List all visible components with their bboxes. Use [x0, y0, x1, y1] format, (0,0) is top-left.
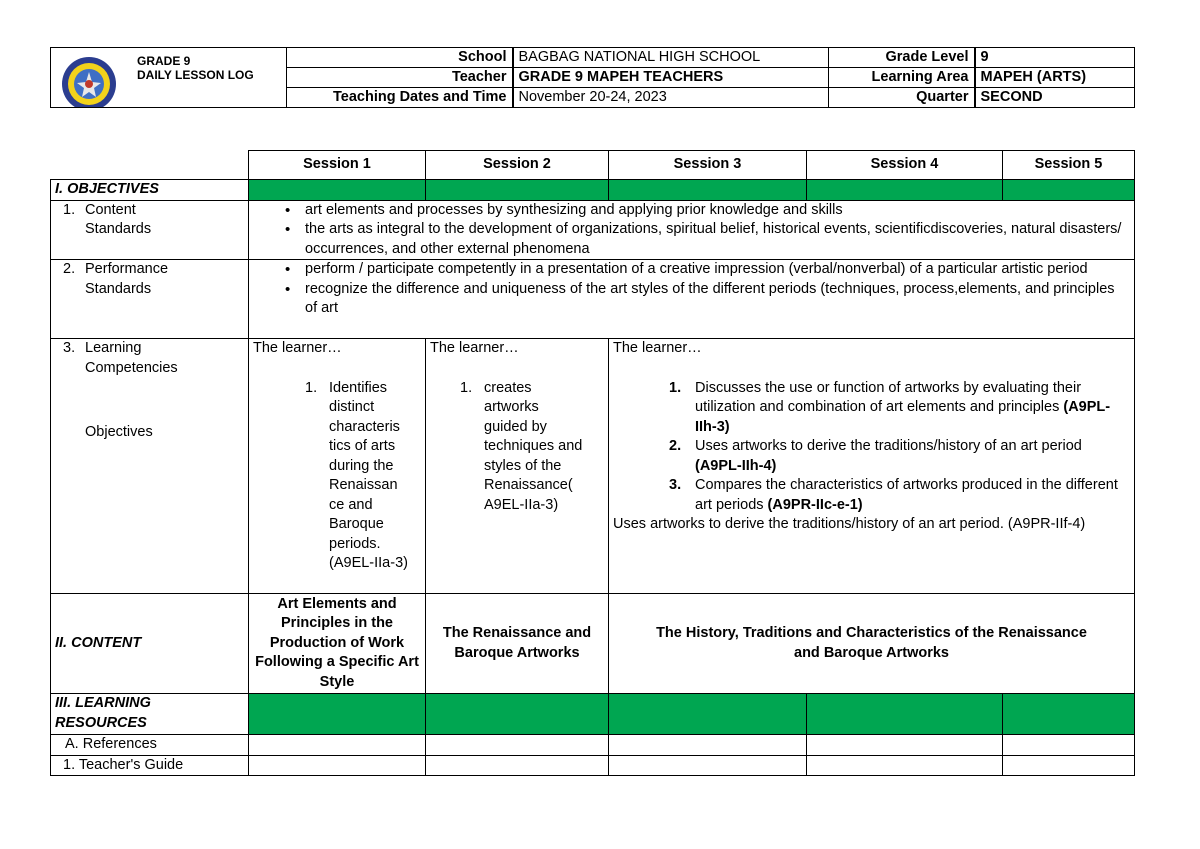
- lesson-log-table: [50, 150, 1135, 776]
- school-label: School: [287, 48, 513, 68]
- objective-num: 3.: [669, 477, 682, 493]
- session-2-objectives: [426, 339, 609, 594]
- session-3-header: Session 3: [609, 151, 807, 180]
- learner-intro: The learner…: [253, 340, 342, 356]
- objective-text: Discusses the use or function of artworks by evaluating their utilization and combination of art elements and principles: [695, 379, 1082, 415]
- grade-level-value: 9: [975, 48, 1135, 68]
- school-value: BAGBAG NATIONAL HIGH SCHOOL: [513, 48, 829, 68]
- green-bar-cell: [1003, 180, 1135, 201]
- empty-cell: [807, 755, 1003, 776]
- performance-standards-num: 2.: [63, 261, 76, 277]
- deped-seal-icon: [61, 56, 117, 108]
- empty-cell: [249, 755, 426, 776]
- grade-title: GRADE 9: [137, 54, 191, 68]
- empty-cell: [1003, 755, 1135, 776]
- empty-cell: [609, 735, 807, 756]
- content-standards-label-2: Standards: [85, 221, 152, 237]
- learning-area-label: Learning Area: [829, 68, 975, 88]
- empty-cell: [426, 755, 609, 776]
- learning-competencies-label-1: Learning: [85, 340, 142, 356]
- objective-text: creates artworks guided by techniques and styles of the Renaissance( A9EL-IIa-3): [484, 379, 583, 513]
- performance-standards-label-2: Standards: [85, 280, 152, 297]
- objective-num: 1.: [669, 379, 682, 396]
- learning-competencies-num: 3.: [63, 340, 76, 356]
- session-1-header: Session 1: [249, 151, 426, 180]
- objective-text: Uses artworks to derive the traditions/history of an art period: [695, 438, 1082, 454]
- green-bar-cell: [249, 694, 426, 735]
- content-standard-bullet: • the arts as integral to the development of organizations, spiritual belief, historical events, scientificdiscoveries, natural disasters/ occurrences, and other external phenomena: [305, 220, 1130, 259]
- green-bar-cell: [609, 694, 807, 735]
- objectives-title: I. OBJECTIVES: [51, 180, 249, 201]
- empty-cell: [807, 735, 1003, 756]
- quarter-label: Quarter: [829, 88, 975, 108]
- learner-intro: The learner…: [430, 340, 519, 356]
- session-2-content: The Renaissance and Baroque Artworks: [426, 594, 609, 694]
- school-logo-cell: [51, 48, 287, 108]
- learner-intro: The learner…: [613, 340, 702, 356]
- teacher-value: GRADE 9 MAPEH TEACHERS: [513, 68, 829, 88]
- session-3-5-objectives: [609, 339, 1135, 594]
- green-bar-cell: [1003, 694, 1135, 735]
- green-bar-cell: [609, 180, 807, 201]
- performance-standard-bullet: • recognize the difference and uniqueness of the art styles of the different periods (techniques, process,elements, and principles of art: [305, 280, 1130, 319]
- objective-text: Identifies distinct characteris tics of arts during the Renaissan ce and Baroque periods. (A9EL-IIa-3): [329, 379, 408, 571]
- session-3-5-content: The History, Traditions and Characteristics of the Renaissance and Baroque Artworks: [609, 594, 1135, 694]
- objectives-label: Objectives: [85, 424, 153, 440]
- performance-standards-label-1: Performance: [85, 261, 169, 277]
- performance-standards-label: [51, 260, 249, 339]
- dates-value: November 20-24, 2023: [513, 88, 829, 108]
- session-2-header: Session 2: [426, 151, 609, 180]
- green-bar-cell: [807, 180, 1003, 201]
- performance-standards-text: [249, 260, 1135, 339]
- performance-standard-bullet: • perform / participate competently in a presentation of a creative impression (verbal/nonverbal) of a particular artistic period: [305, 260, 1130, 280]
- teachers-guide-label: 1. Teacher's Guide: [51, 755, 249, 776]
- corner-cell: [51, 151, 249, 180]
- empty-cell: [426, 735, 609, 756]
- objective-num: 1.: [305, 379, 318, 396]
- learning-competencies-label-2: Competencies: [85, 359, 178, 376]
- content-standard-bullet: • art elements and processes by synthesizing and applying prior knowledge and skills: [305, 201, 1130, 221]
- references-label: A. References: [51, 735, 249, 756]
- learning-resources-title: III. LEARNING RESOURCES: [51, 694, 249, 735]
- teacher-label: Teacher: [287, 68, 513, 88]
- grade-level-label: Grade Level: [829, 48, 975, 68]
- objective-text: Compares the characteristics of artworks produced in the different art periods: [695, 477, 1118, 513]
- content-standards-label-1: Content: [85, 201, 136, 218]
- objective-num: 1.: [460, 379, 473, 396]
- content-standards-num: 1.: [63, 201, 76, 218]
- competency-code: (A9PR-IIc-e-1): [767, 496, 863, 513]
- green-bar-cell: [807, 694, 1003, 735]
- content-standards-label: [51, 200, 249, 260]
- empty-cell: [1003, 735, 1135, 756]
- extra-objective: Uses artworks to derive the traditions/history of an art period. (A9PR-IIf-4): [613, 516, 1086, 532]
- log-title: DAILY LESSON LOG: [137, 68, 254, 82]
- header-table: [50, 47, 1135, 108]
- competency-code: (A9PL-IIh-3): [695, 399, 1111, 435]
- session-5-header: Session 5: [1003, 151, 1135, 180]
- session-1-content: Art Elements and Principles in the Production of Work Following a Specific Art Style: [249, 594, 426, 694]
- session-4-header: Session 4: [807, 151, 1003, 180]
- empty-cell: [249, 735, 426, 756]
- objective-num: 2.: [669, 438, 682, 454]
- empty-cell: [609, 755, 807, 776]
- dates-label: Teaching Dates and Time: [287, 88, 513, 108]
- green-bar-cell: [426, 180, 609, 201]
- learning-area-value: MAPEH (ARTS): [975, 68, 1135, 88]
- content-standards-text: [249, 200, 1135, 260]
- learning-competencies-label: [51, 339, 249, 594]
- session-1-objectives: [249, 339, 426, 594]
- content-title: II. CONTENT: [51, 594, 249, 694]
- green-bar-cell: [249, 180, 426, 201]
- quarter-value: SECOND: [975, 88, 1135, 108]
- competency-code: (A9PL-IIh-4): [695, 457, 777, 474]
- green-bar-cell: [426, 694, 609, 735]
